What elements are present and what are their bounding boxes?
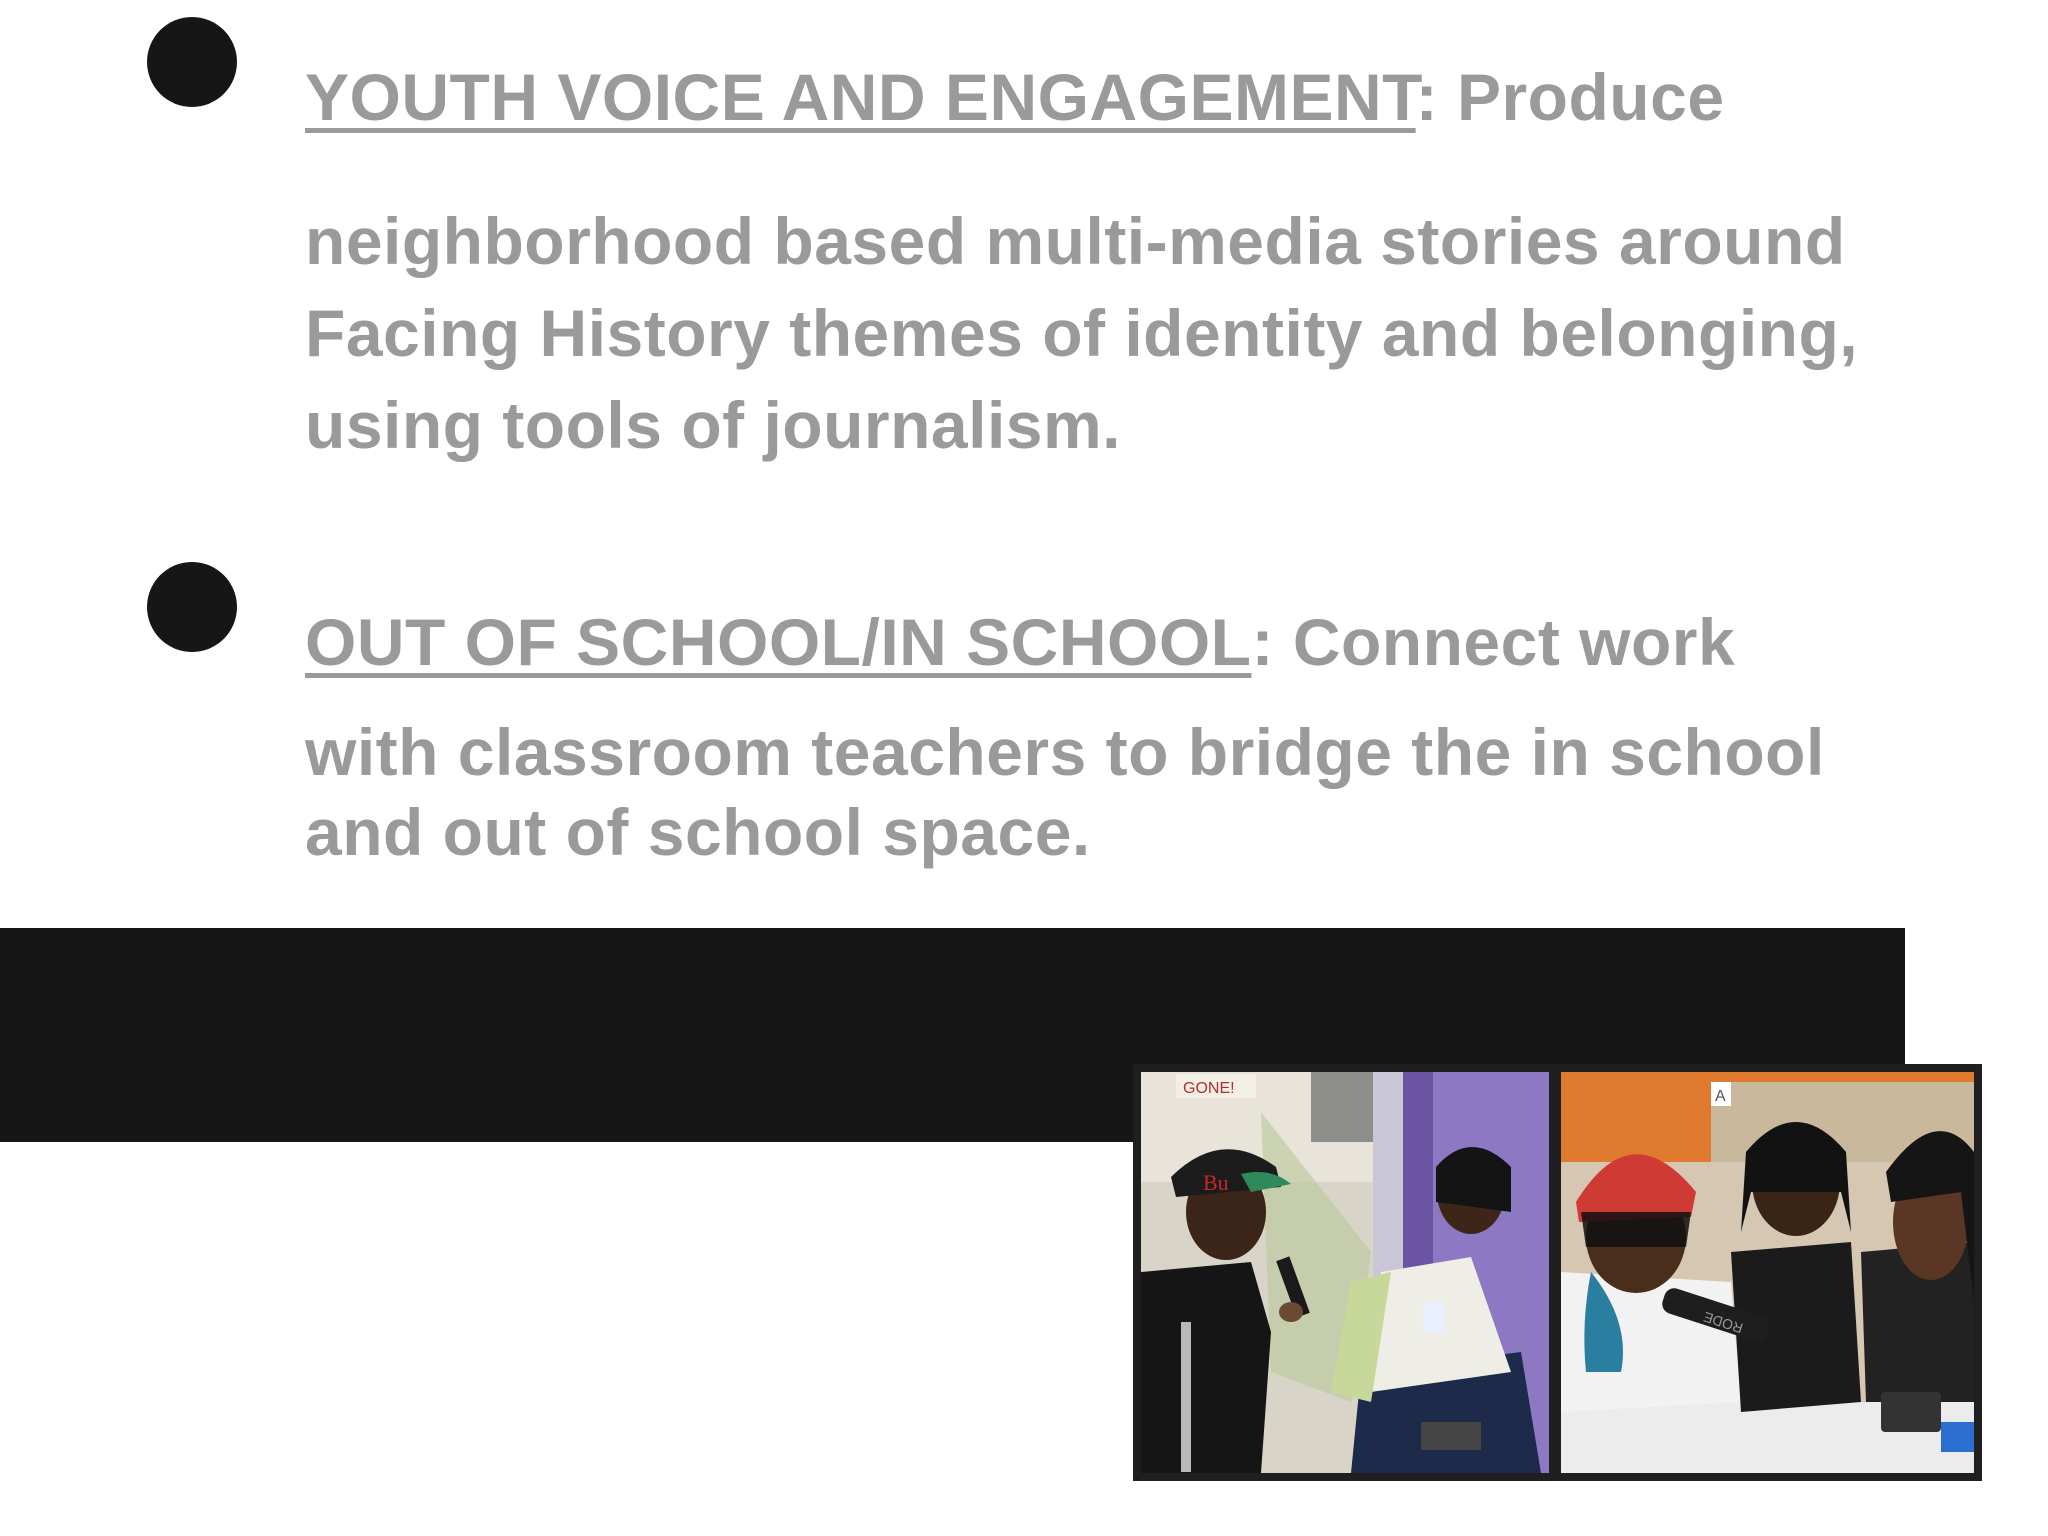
bullet-body-line: using tools of journalism. — [305, 388, 1122, 462]
bullet-body — [305, 195, 1945, 471]
sign-text: GONE! — [1183, 1080, 1235, 1097]
wall-letter: A — [1715, 1088, 1726, 1105]
bullet-body-line: Facing History themes of identity and belonging, — [305, 296, 1859, 370]
photo-youth-interview — [1141, 1072, 1549, 1473]
cap-text: Bu — [1203, 1170, 1229, 1195]
bullet-item-youth-voice — [305, 57, 1945, 471]
bullet-heading-rest: : Connect work — [1251, 605, 1736, 679]
bullet-heading-line — [305, 602, 1945, 682]
photo-collage — [1133, 1064, 1982, 1481]
bullet-body-line: and out of school space. — [305, 795, 1091, 869]
bullet-dot — [147, 562, 237, 652]
bullet-heading-rest: : Produce — [1415, 60, 1725, 134]
photo-students-recording — [1561, 1072, 1974, 1473]
bullet-item-out-of-school — [305, 602, 1945, 872]
bullet-body-line: with classroom teachers to bridge the in school — [305, 715, 1825, 789]
bullet-heading-line — [305, 57, 1945, 137]
bullet-body — [305, 712, 1945, 872]
bullet-dot — [147, 17, 237, 107]
bullet-heading: YOUTH VOICE AND ENGAGEMENT — [305, 60, 1416, 134]
bullet-body-line: neighborhood based multi-media stories around — [305, 204, 1846, 278]
mic-text: RODE — [1701, 1308, 1745, 1337]
bullet-heading: OUT OF SCHOOL/IN SCHOOL — [305, 605, 1252, 679]
